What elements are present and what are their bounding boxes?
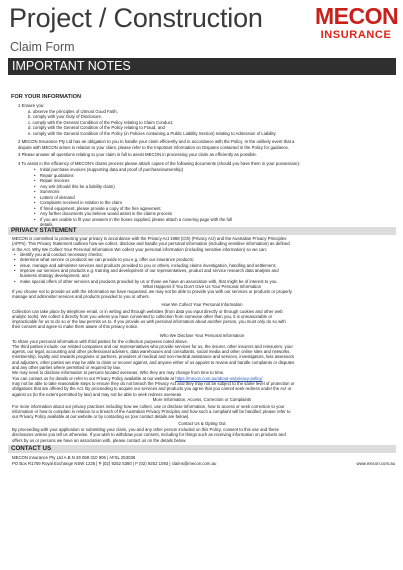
logo-wordmark: MECON — [315, 3, 399, 29]
info-subitem: d. comply with the General Condition of the Policy relating to Fraud, and — [28, 125, 165, 130]
privacy-subheading: How We Collect Your Personal Information — [161, 302, 243, 307]
privacy-paragraph-line: MECON is committed to protecting your privacy in accordance with the Privacy Act 1988 (Cth) (Privacy Act) and the Australian Privacy Principles — [12, 236, 287, 241]
contact-address-line: PO Box R1769 Royal Exchange NSW 1225 | P (02) 9252 5360 | F (02) 9252 1093 | claims@mecon.com.au — [12, 461, 217, 466]
privacy-bullet-cont: business strategy development, and — [20, 273, 89, 279]
document-list-item: • Any writ (should this be a liability claim) — [40, 184, 115, 189]
document-list-item: • Initial purchase invoices (supporting data and proof of purchase/ownership) — [40, 167, 183, 172]
privacy-paragraph-line: For more information about our privacy practices including how we collect, use or disclose information, how to access or seek correction to your — [12, 403, 285, 409]
privacy-statement-bar: PRIVACY STATEMENT — [8, 227, 396, 235]
document-list-item: • Complaints received in relation to the claim — [40, 200, 122, 205]
privacy-subheading: Who We Disclose Your Personal Information — [159, 333, 245, 338]
document-list-item-cont: details. — [40, 222, 54, 227]
privacy-paragraph-line: membership, loyalty and rewards programs or partners, providers of medical and non-medical assistance and services, investigators, loss assessors — [12, 354, 295, 360]
for-info-heading: FOR YOUR INFORMATION — [11, 94, 82, 100]
mecon-logo — [315, 4, 397, 48]
privacy-paragraph-line: Collection can take place by telephone email, or in writing and through websites (from data you input directly or through cookies and other web — [12, 308, 283, 314]
privacy-paragraph-line: By proceeding with your application or submitting your claim, you and any other person included on this Policy, consent to this use and these — [12, 427, 279, 432]
privacy-paragraph-line: (APPs). This Privacy Statement outlines how we collect, disclose and handle your personal information (including sensitive information) as defined — [12, 241, 290, 247]
page-title: Project / Construction — [9, 3, 263, 33]
privacy-bullet: • identify you and conduct necessary checks; — [20, 252, 103, 257]
privacy-bullet: • make special offers of other services and products provided by us or those we have an association with, that might be of interest to you. — [20, 279, 278, 284]
privacy-paragraph-line: and any other parties where permitted or required by law. — [12, 365, 121, 370]
info-item-4: 4 To assist in the efficiency of MECON's claims process please attach copies of the following documents (should you have them in your possession): — [18, 160, 301, 166]
document-list-item: • Any further documents you believe would assist in the claims process — [40, 211, 172, 216]
privacy-paragraph-line: manage and administer services and products provided to you or others. — [12, 294, 150, 300]
privacy-paragraph-line: disclosures unless you tell us otherwise. If you wish to withdraw your consent, including for things such as receiving information on products and — [12, 432, 286, 438]
important-notes-bar: IMPORTANT NOTES — [8, 58, 396, 75]
privacy-paragraph-line: and adjusters, other parties we may be able to claim or recover against, and anyone either of us appoint to review and handle complaints or disputes — [12, 359, 295, 365]
privacy-paragraph-line: To share your personal information with third parties for the collection purposes noted above. — [12, 338, 189, 344]
info-item-2-cont: dispute with MECON arises in relation to your claim, please refer to the Important Information on Disputes contained in the Policy for guidance. — [18, 144, 290, 150]
privacy-policy-text: You can contact us for details or refer to our Privacy Policy available at our website at — [12, 375, 175, 381]
info-subitem: e. comply with the General Condition of the Policy (in Policies containing a Public Liability Section) relating to Admission of Liability. — [28, 130, 277, 136]
privacy-paragraph-line: our Privacy Policy available at our website or by contacting us (our contact details are below). — [12, 414, 190, 420]
privacy-subheading: What Happens if You Don't Give Us Your Personal Information — [142, 283, 262, 289]
info-subitem: c. comply with the General Condition of the Policy relating to Claim Conduct, — [28, 119, 174, 125]
privacy-bullet: • improve our services and products e.g. training and development of our representatives, product and service research data analysis and — [20, 268, 279, 273]
info-item-1: 1 Ensure you: — [18, 103, 45, 108]
info-item-2: 2 MECON Insurance Pty Ltd has an obligation to you to handle your claim efficiently and in accordance with the Policy. In the unlikely event that a — [18, 139, 295, 144]
privacy-paragraph-line: information or how to complain in relation to a breach of the Australian Privacy Principles and how such a complaint will be handled, please refer to — [12, 408, 291, 414]
document-list-item: • Summons — [40, 189, 59, 194]
privacy-paragraph-line: If you choose not to provide us with the information we have requested, we may not be able to provide you with our services or products or properly — [12, 289, 292, 295]
privacy-policy-link[interactable]: https://mecon.com.au/about-us/privacy-policy/ — [175, 375, 263, 381]
document-list-item: • If you are unable to fit your answers in the boxes supplied, please attach a covering page with the full — [40, 217, 232, 222]
privacy-subheading: More Information, Access, Correction or Complaints — [152, 396, 252, 402]
privacy-paragraph-line: The third parties include: our related companies and our representatives who provide services for us, the insurer, other insurers and reinsurers, your — [12, 343, 293, 349]
privacy-paragraph-line: their consent and agree to make them aware of this privacy notice. — [12, 324, 139, 330]
contact-website-link[interactable]: www.mecon.com.au — [356, 461, 395, 466]
privacy-paragraph-line: analytic tools). We collect it directly from you unless you have consented to collection from someone other than you, it is unreasonable or — [12, 313, 273, 319]
privacy-paragraph-line: agents, our legal, accounting and other professional advisers, data warehouses and consultants, social media and other online sites and networks, — [12, 349, 291, 355]
logo-subtext: INSURANCE — [320, 29, 392, 41]
privacy-paragraph-line: We may need to disclose information to persons located overseas. Who they are may change from time to time. — [12, 370, 225, 376]
page-subtitle: Claim Form — [10, 40, 75, 54]
document-list-item: • Letters of demand — [40, 195, 75, 200]
document-list-item: • If hired equipment, please provide a copy of the hire agreement — [40, 206, 161, 211]
privacy-paragraph-line: may not be able to take reasonable steps to ensure they do not breach the Privacy Act and they may not be subject to the same level of protection or — [12, 380, 295, 386]
privacy-paragraph-line: obligations that are offered by the Act. By proceeding to acquire our services and products you agree that you cannot seek redress under the Act or — [12, 386, 292, 392]
contact-us-bar: CONTACT US — [8, 445, 396, 453]
document-list-item: • Repair invoices — [40, 178, 69, 183]
privacy-bullet: • determine what service or products we can provide to you e.g. offer our insurance products; — [20, 257, 194, 262]
privacy-subheading: Contact Us & Opting Out — [178, 420, 226, 426]
info-subitem: b. comply with your Duty of Disclosure, — [28, 114, 103, 119]
document-list-item: • Repair quotations — [40, 173, 74, 178]
info-subitem: a. observe the principles of Utmost Good Faith, — [28, 108, 118, 114]
privacy-bullet: • issue, manage and administer services and products provided to you or others, including claims investigation, handling and settlement; — [20, 263, 276, 268]
privacy-paragraph-line: offers by us or persons we have an association with, please contact us on the details below. — [12, 437, 187, 443]
contact-company-line: MECON Insurance Pty Ltd A.B.N 29 059 310 906 | AFSL 253036 — [12, 455, 136, 460]
privacy-paragraph-line: impracticable for us to do so or the law permits us to. If you provide us with personal information about another person, you must only do so with — [12, 319, 286, 325]
privacy-paragraph-line: in the Act. Why We Collect Your Personal Information We collect your personal information (including sensitive information) so we can: — [12, 246, 267, 252]
privacy-paragraph-line: against us (to the extent permitted by law) and may not be able to seek redress overseas. — [12, 391, 183, 397]
info-item-3: 3 Please answer all questions relating to your claim in full to assist MECON in processing your claim as efficiently as possible. — [18, 152, 257, 157]
